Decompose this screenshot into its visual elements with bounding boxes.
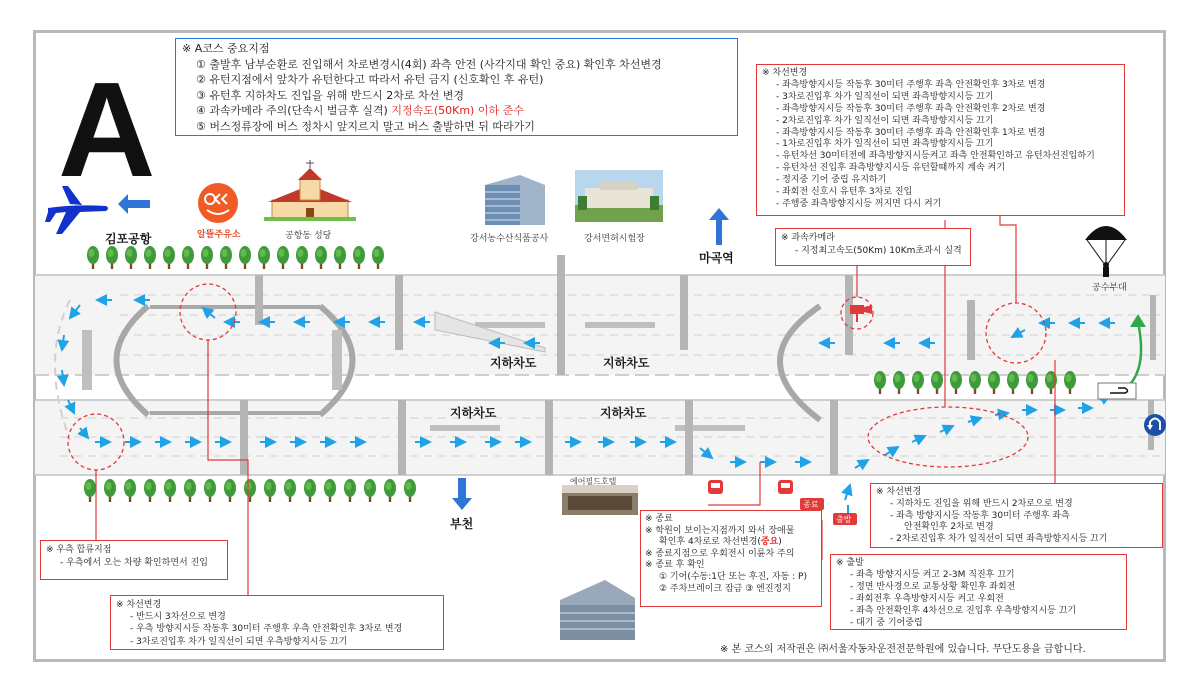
key-points-box [175,38,738,136]
end-badge: 종료 [803,500,819,509]
paratrooper-icon [1085,226,1127,277]
label-bucheon: 부천 [450,517,474,531]
important-highlight: 중요 [760,537,779,548]
lane-change-right-item: 안전확인후 2차로 변경 [904,522,994,533]
underpass-label: 지하차도 [603,356,650,370]
lane-change-left-item: - 우측 방향지시등 작동후 30미터 주행후 우측 안전확인후 3차로 변경 [130,624,403,635]
lane-change-left-box [110,595,444,650]
lane-change-left-item: - 반드시 3차선으로 변경 [130,612,226,623]
merge-point-box [40,540,228,580]
bus-stop-icon [778,480,793,494]
merge-point-text: - 우측에서 오는 차량 확인하면서 진입 [60,558,208,568]
label-agri-corp: 강서농수산식품공사 [470,234,549,244]
lane-change-top-item: - 유턴차선 진입후 좌측방향지시등 유턴할때까지 계속 켜기 [776,163,1006,174]
district-office-photo [575,170,663,222]
key-point-item [182,103,731,119]
lane-change-top-item: - 좌측방향지시등 작동후 30미터 주행후 좌측 안전확인후 1차로 변경 [776,127,1046,138]
start-item: - 좌측 방향지시등 켜고 2-3M 직진후 끄기 [850,569,1015,580]
label-gimpo-airport: 김포공항 [105,232,152,246]
underpass-label: 지하차도 [600,406,647,420]
key-point-item: ① 출발후 남부순환로 진입해서 차로변경시(4회) 좌측 안전 (사각지대 확인 중요) 확인후 차선변경 [196,57,662,71]
end-line: ※ 종료지점으로 우회전시 이륜차 주의 [645,548,795,559]
start-item: - 좌측 안전확인후 4차선으로 진입후 우측방향지시등 끄기 [850,605,1077,616]
lane-change-top-item: - 주행중 좌측방향지시등 꺼지면 다시 켜기 [776,198,942,209]
lane-change-left-item: - 3차로진입후 차가 일직선이 되면 우측방향지시등 끄기 [130,636,348,647]
lane-change-top-box [756,64,1125,216]
end-line: ※ 종료 후 확인 [645,560,705,571]
bus-stop-icon [708,480,723,494]
end-line: ① 기어(수동:1단 또는 후진, 자동 : P) [659,571,807,582]
speed-camera-title: ※ 과속카메라 [781,233,835,243]
end-line2-suffix: ) [778,537,782,548]
church-icon [264,160,356,221]
lane-change-top-item: - 정지중 기어 중립 유지하기 [776,175,887,186]
start-title: ※ 출발 [836,558,864,568]
speed-camera-text: - 지정최고속도(50Km) 10Km초과시 실격 [795,246,962,256]
end-line: ② 주차브레이크 잠금 ③ 엔진정지 [659,583,791,594]
lane-change-top-item: - 좌측방향지시등 작동후 30미터 주행후 좌측 안전확인후 2차로 변경 [776,103,1046,114]
end-line [645,537,817,549]
speed-limit-highlight: 지정속도(50Km) 이하 준수 [391,104,524,117]
label-gas-station: 알뜰주유소 [197,230,241,240]
speed-camera-box [775,228,971,266]
lane-change-top-title: ※ 차선변경 [762,68,808,78]
key-points-title: ※ A코스 중요지점 [182,42,270,55]
end-line: ※ 학원이 보이는지점까지 와서 장애물 [645,525,795,536]
lane-change-top-item: - 좌측방향지시등 작동후 30미터 주행후 좌측 안전확인후 3차로 변경 [776,79,1046,90]
start-item: - 좌회전후 우측방향지시등 켜고 우회전 [850,593,1004,604]
school-building-photo [560,580,635,640]
end-line2-text: 확인후 4차로로 차선변경( [659,537,761,548]
arrow-down-icon [452,478,472,510]
end-title: ※ 종료 [645,514,673,524]
arrow-up-icon [709,208,729,245]
label-hotel: 에어필드호텔 [570,477,617,486]
lane-change-top-item: - 2차로진입후 차가 일직선이 되면 좌측방향지시등 끄기 [776,115,994,126]
label-airborne-unit: 공수부대 [1092,283,1127,293]
underpass-label: 지하차도 [490,356,537,370]
lane-change-right-item: - 2차로진입후 차가 일직선이 되면 좌측방향지시등 끄기 [890,534,1108,545]
merge-point-title: ※ 우측 합류지점 [46,545,112,555]
u-turn-sign-icon [1144,414,1166,436]
lane-change-right-box [870,483,1163,548]
label-magok-station: 마곡역 [699,251,734,265]
lane-change-top-item: - 1차로진입후 차가 일직선이 되면 좌측방향지시등 끄기 [776,139,994,150]
label-church: 공항동 성당 [285,231,332,241]
start-badge: 출발 [836,515,852,524]
tree-row-bottom [84,479,416,502]
lane-change-top-item: - 3차로진입후 차가 일직선이 되면 좌측방향지시등 끄기 [776,91,994,102]
underpass-label: 지하차도 [450,406,497,420]
copyright-notice: ※ 본 코스의 저작권은 ㈜서울자동차운전전문학원에 있습니다. 무단도용을 금합니다. [720,644,1086,655]
key-point-item4-text: ④ 과속카메라 주의(단속시 벌금후 실격) [196,104,392,117]
key-point-item: ③ 유턴후 지하차도 진입을 위해 반드시 2차로 차선 변경 [196,88,464,102]
tree-row-top [87,246,384,269]
lane-change-top-item: - 좌회전 신호시 유턴후 3차로 진입 [776,187,913,198]
course-letter: A [58,54,156,205]
lane-change-top-item: - 유턴차선 30미터전에 좌측방향지시등켜고 좌측 안전확인하고 유턴차선진입하기 [776,151,1095,162]
key-point-item: ② 유턴지점에서 앞차가 유턴한다고 따라서 유턴 금지 (신호확인 후 유턴) [196,73,544,86]
lane-change-right-item: - 좌측 방향지시등 작동후 30미터 주행후 좌측 [890,510,1070,521]
label-district-office: 강서면허시험장 [584,234,645,244]
end-procedure-box [640,510,822,607]
lane-change-right-item: - 지하차도 진입을 위해 반드시 2차로으로 변경 [890,498,1073,509]
lane-change-right-title: ※ 차선변경 [876,487,922,497]
gas-station-logo [198,183,238,223]
start-item: - 정면 반사경으로 교통상황 확인후 좌회전 [850,581,1016,592]
hotel-photo [562,485,638,515]
start-item: - 대기 중 기어중립 [850,617,923,628]
start-procedure-box [830,554,1127,630]
key-point-item: ⑤ 버스정류장에 버스 정차시 앞지르지 말고 버스 출발하면 뒤 따라가기 [196,119,535,133]
agri-building-icon [485,175,545,225]
lane-change-left-title: ※ 차선변경 [116,600,162,610]
